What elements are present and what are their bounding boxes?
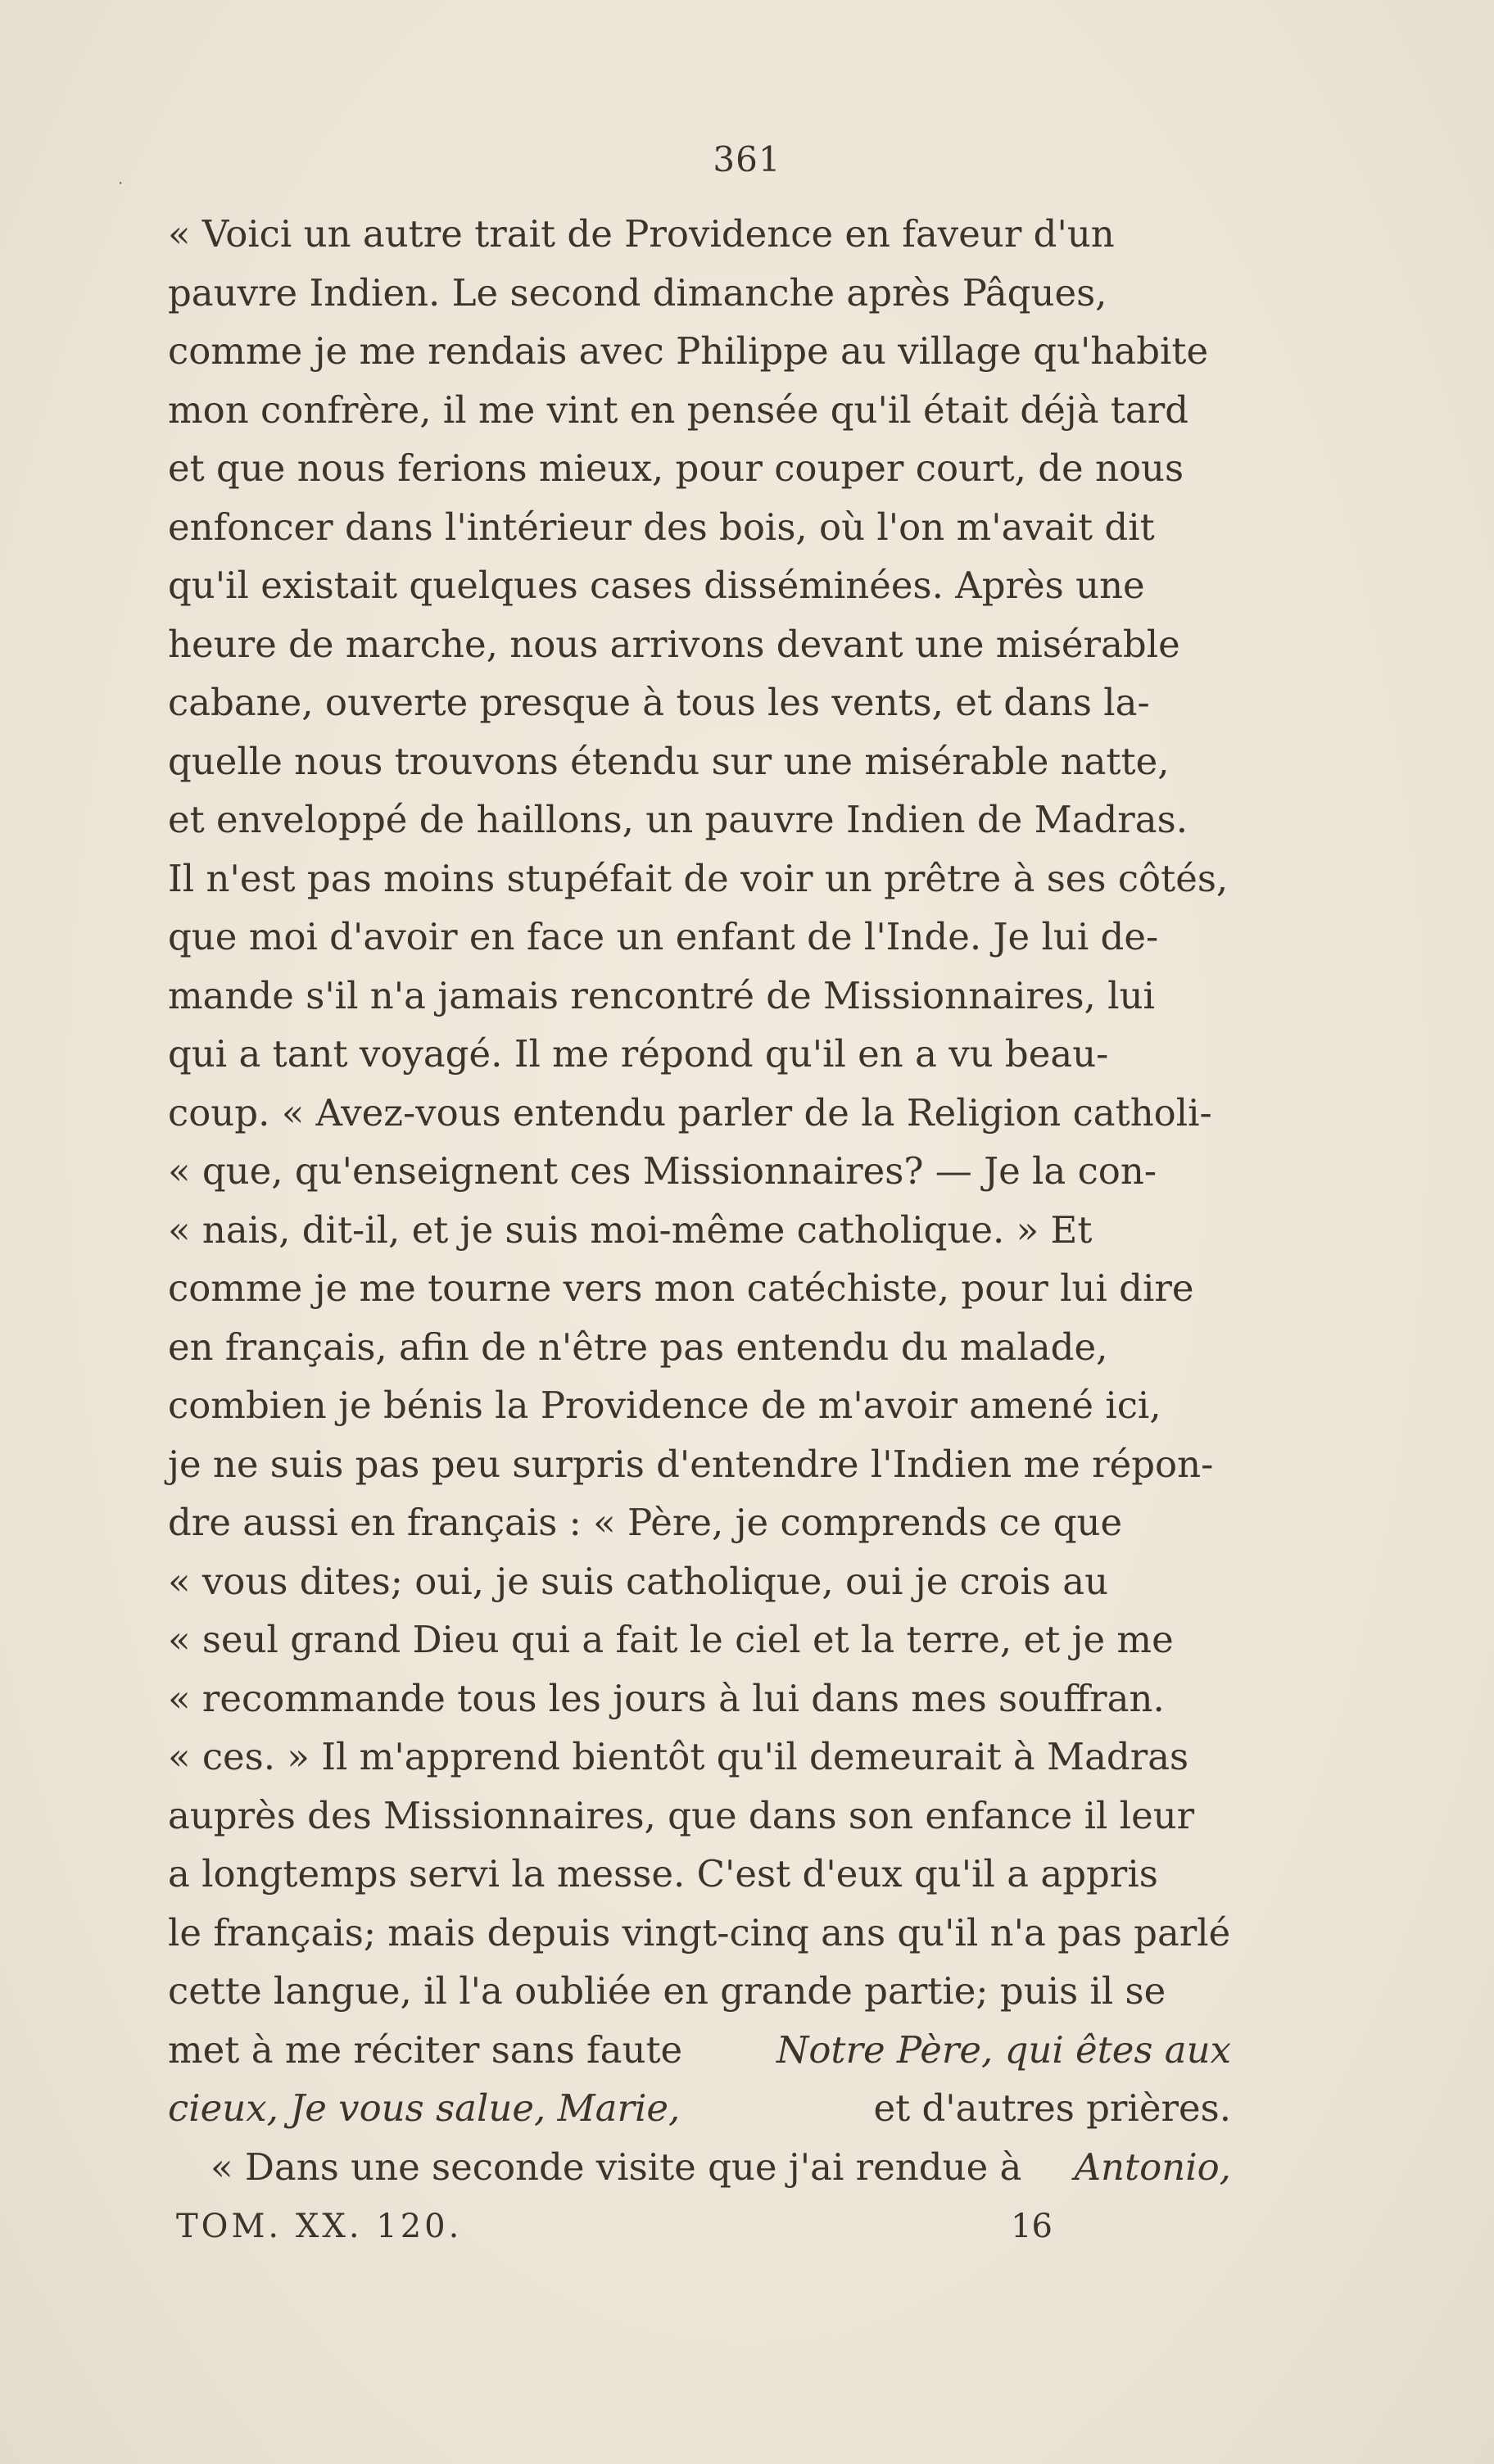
page-number: 361 xyxy=(713,139,781,179)
line-text: « ces. » Il m'apprend bientôt qu'il demeurait à Madras xyxy=(168,1735,1189,1778)
text-line xyxy=(168,498,1231,557)
text-line xyxy=(168,908,1231,967)
line-text: enfoncer dans l'intérieur des bois, où l'on m'avait dit xyxy=(168,505,1155,549)
line-text: cette langue, il l'a oubliée en grande partie; puis il se xyxy=(168,1969,1166,2013)
text-line xyxy=(168,1376,1231,1435)
line-text: a longtemps servi la messe. C'est d'eux qu'il a appris xyxy=(168,1852,1158,1896)
line-text: quelle nous trouvons étendu sur une misérable natte, xyxy=(168,739,1170,783)
text-line xyxy=(168,967,1231,1026)
text-line xyxy=(168,673,1231,732)
line-text: et enveloppé de haillons, un pauvre Indien de Madras. xyxy=(168,798,1188,841)
text-line xyxy=(168,1962,1231,2021)
line-text: je ne suis pas peu surpris d'entendre l'Indien me répon- xyxy=(168,1442,1214,1486)
text-line xyxy=(168,1435,1231,1494)
line-text: que moi d'avoir en face un enfant de l'Inde. Je lui de- xyxy=(168,915,1159,958)
text-line xyxy=(168,1142,1231,1201)
body-text xyxy=(168,205,1231,2196)
text-line xyxy=(168,1084,1231,1143)
text-line xyxy=(168,732,1231,791)
page-footer xyxy=(176,2208,1053,2245)
text-line xyxy=(168,205,1231,264)
text-line xyxy=(168,1493,1231,1552)
line-text: Il n'est pas moins stupéfait de voir un prêtre à ses côtés, xyxy=(168,856,1229,900)
text-line xyxy=(168,1025,1231,1084)
text-line xyxy=(168,322,1231,381)
text-line xyxy=(168,1201,1231,1260)
text-line xyxy=(168,1845,1231,1904)
text-line xyxy=(168,556,1231,615)
line-text: coup. « Avez-vous entendu parler de la Religion catholi- xyxy=(168,1090,1212,1135)
text-line xyxy=(168,2021,1231,2080)
line-text: heure de marche, nous arrivons devant une misérable xyxy=(168,622,1180,666)
line-text: comme je me rendais avec Philippe au village qu'habite xyxy=(168,329,1209,373)
margin-mark: · xyxy=(118,173,124,192)
text-line xyxy=(168,1552,1231,1611)
line-text: met à me réciter sans faute xyxy=(168,2027,683,2072)
text-line xyxy=(168,2079,1231,2138)
text-line xyxy=(168,1787,1231,1846)
line-text: le français; mais depuis vingt-cinq ans qu'il n'a pas parlé xyxy=(168,1910,1231,1954)
text-line xyxy=(168,1318,1231,1377)
text-line xyxy=(168,849,1231,908)
line-text: « que, qu'enseignent ces Missionnaires? — Je la con- xyxy=(168,1149,1157,1193)
text-line xyxy=(168,264,1231,323)
line-text: « recommande tous les jours à lui dans mes souffran. xyxy=(168,1676,1165,1720)
line-text: « vous dites; oui, je suis catholique, oui je crois au xyxy=(168,1559,1109,1603)
line-text: cabane, ouverte presque à tous les vents, et dans la- xyxy=(168,681,1150,724)
text-line xyxy=(168,2138,1231,2197)
line-text: pauvre Indien. Le second dimanche après Pâques, xyxy=(168,270,1107,315)
text-line xyxy=(168,381,1231,440)
signature-mark: 16 xyxy=(1011,2208,1053,2245)
line-text: qui a tant voyagé. Il me répond qu'il en a vu beau- xyxy=(168,1032,1109,1076)
text-line xyxy=(168,1728,1231,1787)
line-text: mon confrère, il me vint en pensée qu'il était déjà tard xyxy=(168,387,1189,432)
line-text: comme je me tourne vers mon catéchiste, pour lui dire xyxy=(168,1266,1194,1310)
line-text: et que nous ferions mieux, pour couper court, de nous xyxy=(168,446,1184,490)
line-text: « seul grand Dieu qui a fait le ciel et la terre, et je me xyxy=(168,1618,1174,1661)
text-line xyxy=(168,790,1231,849)
line-text: combien je bénis la Providence de m'avoir amené ici, xyxy=(168,1384,1161,1427)
line-text: auprès des Missionnaires, que dans son enfance il leur xyxy=(168,1793,1195,1837)
text-line xyxy=(168,1669,1231,1728)
text-line xyxy=(168,1259,1231,1318)
italic-name: Antonio, xyxy=(1074,2145,1231,2189)
line-text: « Voici un autre trait de Providence en faveur d'un xyxy=(168,212,1115,256)
line-text: et d'autres prières. xyxy=(873,2086,1231,2130)
text-line xyxy=(168,1904,1231,1963)
line-text: en français, afin de n'être pas entendu du malade, xyxy=(168,1325,1108,1369)
italic-prayer-title: cieux, Je vous salue, Marie, xyxy=(168,2086,681,2130)
text-line xyxy=(168,1610,1231,1669)
italic-prayer-title: Notre Père, qui êtes aux xyxy=(776,2027,1231,2072)
text-line xyxy=(168,615,1231,674)
line-text: « Dans une seconde visite que j'ai rendue à xyxy=(211,2145,1022,2189)
line-text: dre aussi en français : « Père, je comprends ce que xyxy=(168,1501,1123,1544)
line-text: qu'il existait quelques cases disséminées. Après une xyxy=(168,564,1145,607)
line-text: mande s'il n'a jamais rencontré de Missionnaires, lui xyxy=(168,973,1155,1017)
volume-reference: TOM. XX. 120. xyxy=(176,2208,463,2245)
line-text: « nais, dit-il, et je suis moi-même catholique. » Et xyxy=(168,1207,1093,1252)
text-line xyxy=(168,439,1231,498)
